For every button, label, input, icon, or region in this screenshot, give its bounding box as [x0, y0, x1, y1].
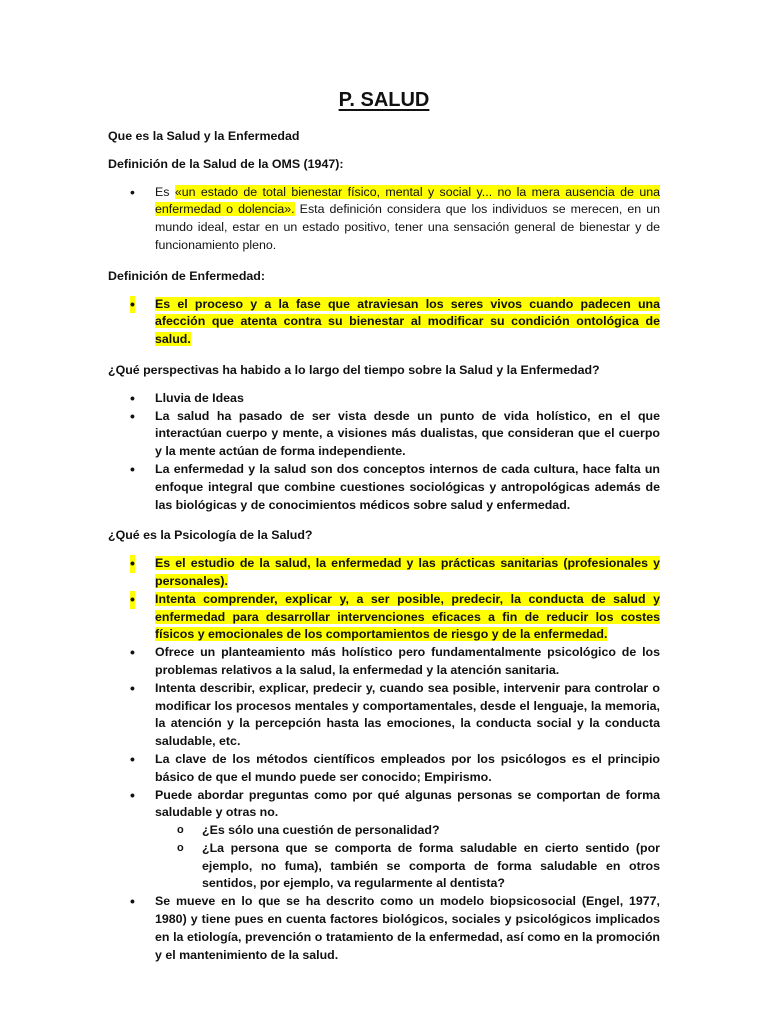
list-item-text: Ofrece un planteamiento más holístico pero fundamentalmente psicológico de los problemas relativos a la salud, la enfermedad y la atención sanitaria. — [155, 645, 660, 677]
list-item — [108, 591, 660, 644]
bullet-icon: • — [130, 893, 135, 910]
list-item-text: La clave de los métodos científicos empleados por los psicólogos es el principio básico de que el mundo puede ser conocido; Empirismo. — [155, 751, 660, 784]
list-item — [108, 296, 660, 349]
list-item — [108, 751, 660, 787]
circle-bullet-icon: o — [177, 841, 184, 854]
bullet-icon: • — [130, 183, 135, 200]
oms-definition-highlight: «un estado de total bienestar físico, mental y social y... no la mera ausencia de una enfermedad o dolencia». — [155, 184, 660, 217]
sub-list-item — [155, 840, 660, 893]
sub-list-item-text: ¿Es sólo una cuestión de personalidad? — [202, 823, 440, 838]
circle-bullet-icon: o — [177, 824, 184, 837]
list-item-text: Lluvia de Ideas — [155, 390, 244, 405]
sub-list-item — [155, 822, 660, 840]
list-item — [108, 184, 660, 255]
oms-list — [108, 184, 660, 255]
bullet-icon: • — [130, 750, 135, 767]
list-item-text: Intenta describir, explicar, predecir y, cuando sea posible, intervenir para controlar o modificar los procesos mentales y comportamentales, desde el lenguaje, la memoria, la atención y la percepción hasta las emociones, la conducta social y la conducta saludable, etc. — [155, 680, 660, 749]
list-item-text-highlight: Es el estudio de la salud, la enfermedad y las prácticas sanitarias (profesionales y personales). — [155, 556, 660, 588]
bullet-icon: • — [130, 679, 135, 696]
psicologia-heading: ¿Qué es la Psicología de la Salud? — [108, 528, 313, 543]
perspectivas-list — [108, 390, 660, 515]
enfermedad-heading: Definición de Enfermedad: — [108, 268, 265, 283]
list-item — [108, 555, 660, 591]
bullet-icon: • — [130, 389, 135, 406]
bullet-icon: • — [130, 460, 135, 477]
oms-prefix: Es — [155, 184, 175, 199]
page-title: P. SALUD — [338, 89, 430, 111]
perspectivas-heading: ¿Qué perspectivas ha habido a lo largo del tiempo sobre la Salud y la Enfermedad? — [108, 362, 600, 377]
list-item — [108, 680, 660, 751]
list-item-text: Puede abordar preguntas como por qué algunas personas se comportan de forma saludable y otras no. — [155, 787, 660, 820]
list-item — [108, 893, 660, 964]
list-item-text-highlight: Intenta comprender, explicar y, a ser posible, predecir, la conducta de salud y enfermedad para desarrollar intervenciones eficaces a fin de reducir los costes físicos y emocionales de los comportamientos de riesgo y de la enfermedad. — [155, 591, 660, 642]
bullet-icon: • — [130, 644, 135, 661]
intro-heading: Que es la Salud y la Enfermedad — [108, 129, 300, 143]
list-item — [108, 408, 660, 461]
bullet-icon: • — [130, 590, 135, 607]
list-item — [108, 461, 660, 514]
enfermedad-definition: Es el proceso y a la fase que atraviesan los seres vivos cuando padecen una afección que atenta contra su bienestar al modificar su condición ontológica de salud. — [155, 296, 660, 347]
bullet-icon: • — [130, 407, 135, 424]
document-page — [108, 88, 660, 977]
list-item — [108, 390, 660, 408]
list-item-text: Se mueve en lo que se ha descrito como un modelo biopsicosocial (Engel, 1977, 1980) y tiene pues en cuenta factores biológicos, sociales y psicológicos implicados en la etiología, prevención o tratamiento de la enfermedad, así como en la promoción y el mantenimiento de la salud. — [155, 894, 660, 962]
sub-list-item-text: ¿La persona que se comporta de forma saludable en cierto sentido (por ejemplo, no fuma), también se comporta de forma saludable en otros sentidos, por ejemplo, va regularmente al dentista? — [202, 840, 660, 891]
list-item — [108, 787, 660, 894]
list-item-text: La enfermedad y la salud son dos conceptos internos de cada cultura, hace falta un enfoque integral que combine cuestiones sociológicas y antropológicas además de las biológicas y de conocimientos médicos sobre salud y enfermedad. — [155, 461, 660, 512]
sub-list — [155, 822, 660, 893]
bullet-icon: • — [130, 555, 135, 572]
bullet-icon: • — [130, 295, 135, 312]
list-item-text: La salud ha pasado de ser vista desde un punto de vida holístico, en el que interactúan cuerpo y mente, a visiones más dualistas, que consideran que el cuerpo y la mente actúan de forma independiente. — [155, 408, 660, 459]
oms-heading: Definición de la Salud de la OMS (1947): — [108, 156, 344, 171]
bullet-icon: • — [130, 786, 135, 803]
list-item — [108, 644, 660, 680]
oms-definition-rest: Esta definición considera que los individuos se merecen, en un mundo ideal, estar en un estado positivo, tener una sensación general de bienestar y de funcionamiento pleno. — [155, 202, 660, 252]
enfermedad-list — [108, 296, 660, 349]
psicologia-list — [108, 555, 660, 964]
